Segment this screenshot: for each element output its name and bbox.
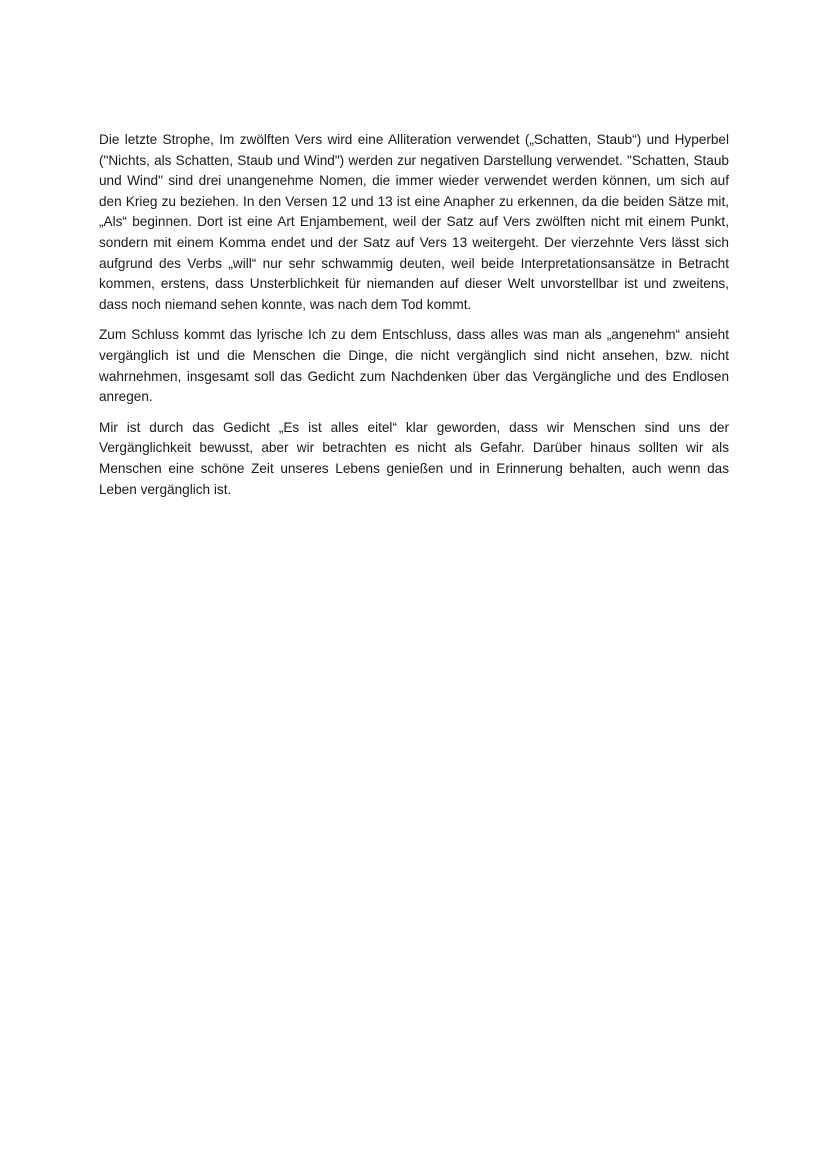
paragraph-analysis-last-stanza: Die letzte Strophe, Im zwölften Vers wird eine Alliteration verwendet („Schatten, Staub“) und Hyperbel ("Nichts, als Schatten, Staub und Wind") werden zur negativen Darstellung verwendet. "Schatten, Staub und Wind" sind drei unangenehme Nomen, die immer wieder verwendet werden können, um sich auf den Krieg zu beziehen. In den Versen 12 und 13 ist eine Anapher zu erkennen, da die beiden Sätze mit, „Als“ beginnen. Dort ist eine Art Enjambement, weil der Satz auf Vers zwölften nicht mit einem Punkt, sondern mit einem Komma endet und der Satz auf Vers 13 weitergeht. Der vierzehnte Vers lässt sich aufgrund des Verbs „will“ nur sehr schwammig deuten, weil beide Interpretationsansätze in Betracht kommen, erstens, dass Unsterblichkeit für niemanden auf dieser Welt unvorstellbar ist und zweitens, dass noch niemand sehen konnte, was nach dem Tod kommt. xyxy=(99,132,729,312)
document-body xyxy=(99,130,729,510)
paragraph-conclusion: Zum Schluss kommt das lyrische Ich zu dem Entschluss, dass alles was man als „angenehm“ ansieht vergänglich ist und die Menschen die Dinge, die nicht vergänglich sind nicht ansehen, bzw. nicht wahrnehmen, insgesamt soll das Gedicht zum Nachdenken über das Vergängliche und des Endlosen anregen. xyxy=(99,327,729,405)
paragraph-personal-opinion: Mir ist durch das Gedicht „Es ist alles eitel“ klar geworden, dass wir Menschen sind uns der Vergänglichkeit bewusst, aber wir betrachten es nicht als Gefahr. Darüber hinaus sollten wir als Menschen eine schöne Zeit unseres Lebens genießen und in Erinnerung behalten, auch wenn das Leben vergänglich ist. xyxy=(99,419,729,497)
